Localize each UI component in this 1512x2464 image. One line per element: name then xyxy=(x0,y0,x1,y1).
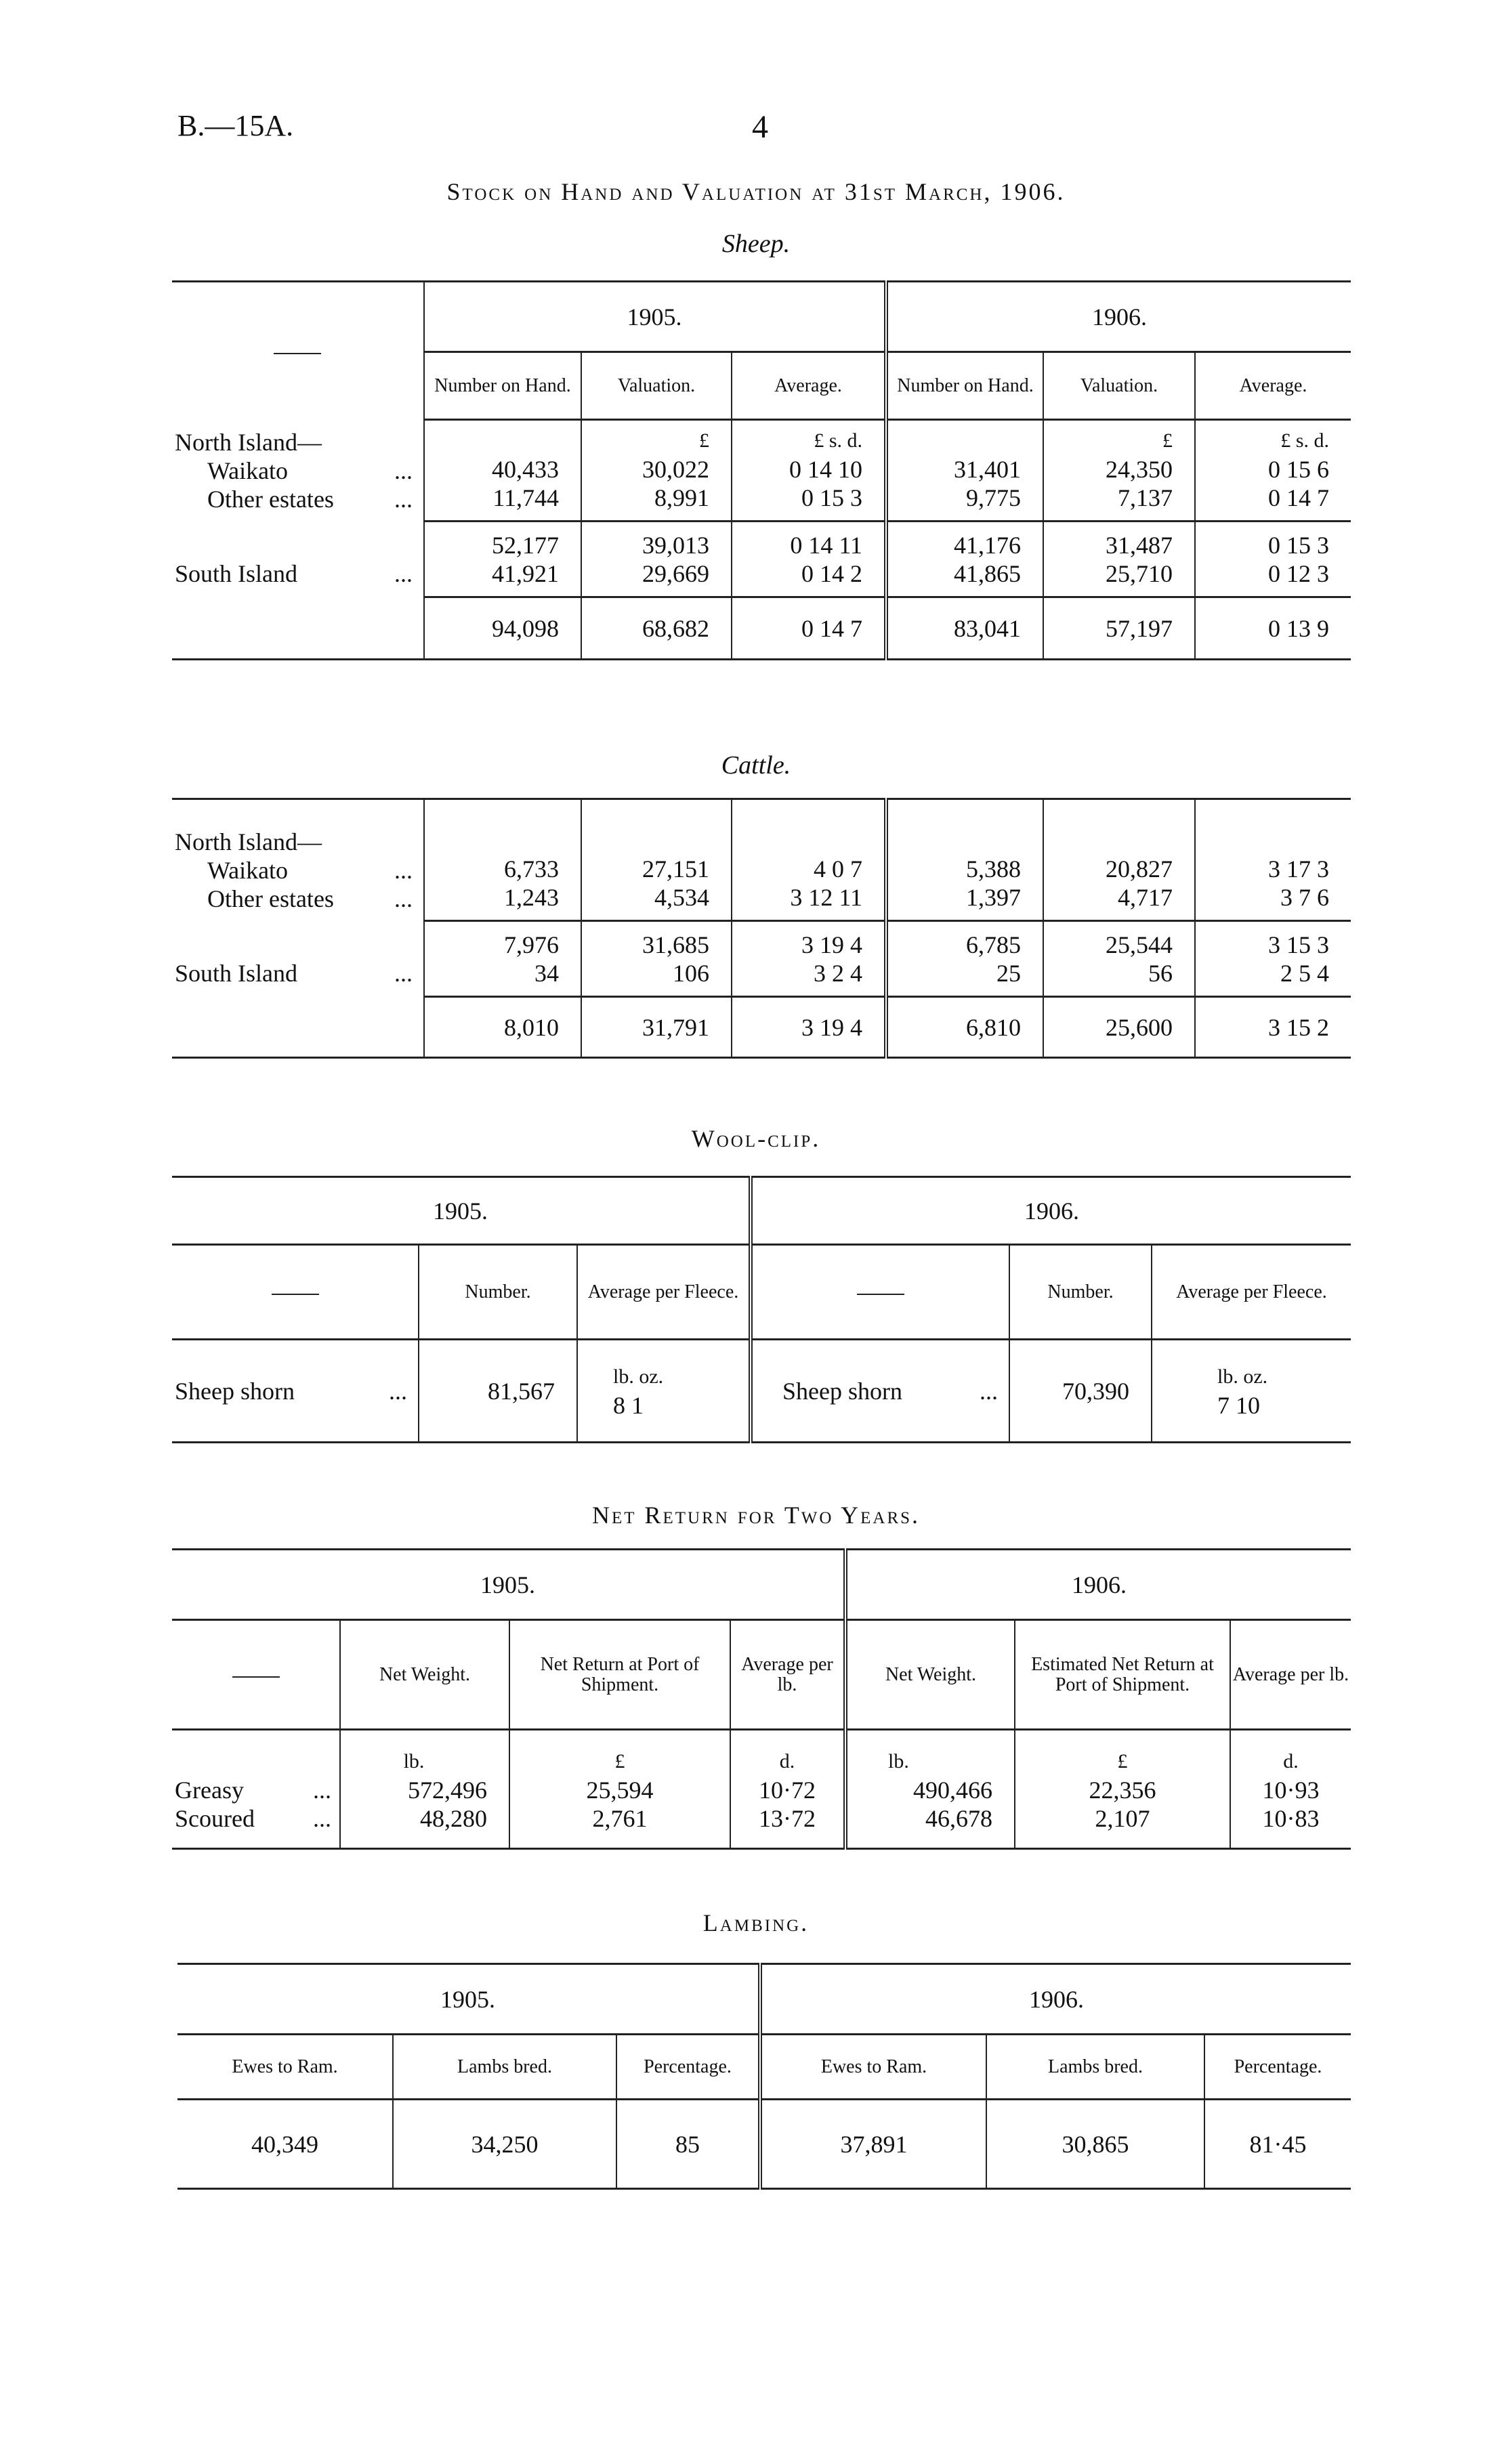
wool-year-1905: 1905. xyxy=(172,1177,751,1245)
net-return-year-1906: 1906. xyxy=(845,1550,1351,1620)
sheep-valuation-1905-north: £ 30,022 8,991 xyxy=(581,420,732,522)
page-title: Stock on Hand and Valuation at 31st March, 1906. xyxy=(446,178,1066,205)
net-weight-1905: lb. 572,496 48,280 xyxy=(340,1730,509,1849)
cattle-number-1906-north: 5,388 1,397 xyxy=(886,799,1043,921)
net-weight-1906: lb. 490,466 46,678 xyxy=(845,1730,1015,1849)
sheep-valuation-1906-south: 31,487 25,710 xyxy=(1043,522,1195,597)
sheep-col-valuation-1906: Valuation. xyxy=(1043,352,1195,420)
cattle-average-1906-north: 3 17 3 3 7 6 xyxy=(1195,799,1351,921)
cattle-row-labels-south: South Island ... xyxy=(175,959,413,987)
sheep-subtitle: Sheep. xyxy=(721,230,791,258)
cattle-total-number-1905: 8,010 xyxy=(424,997,581,1058)
wool-avg-1905: lb. oz. 8 1 xyxy=(577,1340,751,1443)
wool-col-avg-1905: Average per Fleece. xyxy=(577,1245,751,1340)
sheep-average-1906-north: £ s. d. 0 15 6 0 14 7 xyxy=(1195,420,1351,522)
cattle-valuation-1906-north: 20,827 4,717 xyxy=(1043,799,1195,921)
sheep-col-average-1906: Average. xyxy=(1195,352,1351,420)
lambing-pct-1905: 85 xyxy=(616,2100,760,2189)
sheep-total-valuation-1906: 57,197 xyxy=(1043,597,1195,660)
sheep-table xyxy=(172,280,1351,660)
page-number: 4 xyxy=(752,109,768,145)
wool-col-number-1905: Number. xyxy=(419,1245,577,1340)
lambing-ewes-1905: 40,349 xyxy=(177,2100,393,2189)
sheep-col-valuation-1905: Valuation. xyxy=(581,352,732,420)
sheep-total-number-1906: 83,041 xyxy=(886,597,1043,660)
cattle-valuation-1905-south: 31,685 106 xyxy=(581,921,732,997)
net-avg-1905: d. 10·72 13·72 xyxy=(730,1730,845,1849)
cattle-row-labels-north: North Island— Waikato ... Other estates ... xyxy=(172,799,424,921)
sheep-col-number-1906: Number on Hand. xyxy=(886,352,1043,420)
lambing-col-pct-1905: Percentage. xyxy=(616,2035,760,2100)
wool-clip-table xyxy=(172,1176,1351,1443)
sheep-year-1905: 1905. xyxy=(424,282,886,352)
sheep-average-1905-south: 0 14 11 0 14 2 xyxy=(732,522,886,597)
wool-row-label-1905: Sheep shorn ... xyxy=(172,1340,419,1443)
cattle-number-1905-south: 7,976 34 xyxy=(424,921,581,997)
lambing-year-1905: 1905. xyxy=(177,1964,760,2035)
wool-row-label-1906: Sheep shorn ... xyxy=(751,1340,1009,1443)
sheep-total-valuation-1905: 68,682 xyxy=(581,597,732,660)
cattle-number-1905-north: 6,733 1,243 xyxy=(424,799,581,921)
cattle-number-1906-south: 6,785 25 xyxy=(886,921,1043,997)
sheep-row-labels-north: North Island— Waikato ... Other estates ... xyxy=(172,420,424,522)
wool-number-1906: 70,390 xyxy=(1009,1340,1152,1443)
lambing-lambs-1906: 30,865 xyxy=(986,2100,1204,2189)
sheep-valuation-1905-south: 39,013 29,669 xyxy=(581,522,732,597)
net-return-table xyxy=(172,1548,1351,1850)
sheep-number-1906-north: 31,401 9,775 xyxy=(886,420,1043,522)
lambing-title: Lambing. xyxy=(702,1909,810,1936)
lambing-col-ewes-1906: Ewes to Ram. xyxy=(760,2035,986,2100)
net-col-weight-1906: Net Weight. xyxy=(845,1620,1015,1730)
cattle-valuation-1905-north: 27,151 4,534 xyxy=(581,799,732,921)
cattle-total-number-1906: 6,810 xyxy=(886,997,1043,1058)
sheep-row-labels-south: South Island ... xyxy=(175,559,413,587)
wool-col-number-1906: Number. xyxy=(1009,1245,1152,1340)
lambing-col-lambs-1906: Lambs bred. xyxy=(986,2035,1204,2100)
cattle-average-1906-south: 3 15 3 2 5 4 xyxy=(1195,921,1351,997)
net-return-1905: £ 25,594 2,761 xyxy=(509,1730,730,1849)
north-island-label: North Island— xyxy=(175,428,322,456)
sheep-year-1906: 1906. xyxy=(886,282,1351,352)
lambing-year-1906: 1906. xyxy=(760,1964,1351,2035)
cattle-total-average-1906: 3 15 2 xyxy=(1195,997,1351,1058)
wool-clip-title: Wool-clip. xyxy=(691,1125,821,1152)
net-return-1906: £ 22,356 2,107 xyxy=(1015,1730,1230,1849)
lambing-col-ewes-1905: Ewes to Ram. xyxy=(177,2035,393,2100)
net-return-title: Net Return for Two Years. xyxy=(591,1502,921,1529)
lambing-pct-1906: 81·45 xyxy=(1204,2100,1351,2189)
south-island-label: South Island xyxy=(175,559,298,587)
sheep-total-number-1905: 94,098 xyxy=(424,597,581,660)
sheep-average-1906-south: 0 15 3 0 12 3 xyxy=(1195,522,1351,597)
sheep-number-1906-south: 41,176 41,865 xyxy=(886,522,1043,597)
net-col-return-1906: Estimated Net Return at Port of Shipment. xyxy=(1015,1620,1230,1730)
sheep-average-1905-north: £ s. d. 0 14 10 0 15 3 xyxy=(732,420,886,522)
sheep-total-average-1906: 0 13 9 xyxy=(1195,597,1351,660)
net-col-weight-1905: Net Weight. xyxy=(340,1620,509,1730)
wool-col-avg-1906: Average per Fleece. xyxy=(1152,1245,1351,1340)
cattle-table xyxy=(172,798,1351,1059)
cattle-total-valuation-1906: 25,600 xyxy=(1043,997,1195,1058)
cattle-total-valuation-1905: 31,791 xyxy=(581,997,732,1058)
cattle-valuation-1906-south: 25,544 56 xyxy=(1043,921,1195,997)
sheep-number-1905-south: 52,177 41,921 xyxy=(424,522,581,597)
sheep-stub-header xyxy=(172,282,424,420)
net-return-year-1905: 1905. xyxy=(172,1550,845,1620)
document-reference: B.—15A. xyxy=(177,109,294,142)
waikato-label: Waikato xyxy=(207,456,289,484)
other-estates-label: Other estates xyxy=(207,485,334,513)
net-col-return-1905: Net Return at Port of Shipment. xyxy=(509,1620,730,1730)
cattle-average-1905-north: 4 0 7 3 12 11 xyxy=(732,799,886,921)
sheep-total-average-1905: 0 14 7 xyxy=(732,597,886,660)
cattle-subtitle: Cattle. xyxy=(721,751,791,780)
net-col-avg-1906: Average per lb. xyxy=(1230,1620,1351,1730)
sheep-col-number-1905: Number on Hand. xyxy=(424,352,581,420)
wool-number-1905: 81,567 xyxy=(419,1340,577,1443)
scoured-label: Scoured xyxy=(175,1805,255,1832)
wool-year-1906: 1906. xyxy=(751,1177,1351,1245)
lambing-ewes-1906: 37,891 xyxy=(760,2100,986,2189)
net-col-avg-1905: Average per lb. xyxy=(730,1620,845,1730)
lambing-col-pct-1906: Percentage. xyxy=(1204,2035,1351,2100)
net-avg-1906: d. 10·93 10·83 xyxy=(1230,1730,1351,1849)
lambing-table xyxy=(177,1963,1351,2190)
cattle-total-average-1905: 3 19 4 xyxy=(732,997,886,1058)
lambing-col-lambs-1905: Lambs bred. xyxy=(393,2035,616,2100)
lambing-lambs-1905: 34,250 xyxy=(393,2100,616,2189)
sheep-number-1905-north: 40,433 11,744 xyxy=(424,420,581,522)
cattle-average-1905-south: 3 19 4 3 2 4 xyxy=(732,921,886,997)
wool-avg-1906: lb. oz. 7 10 xyxy=(1152,1340,1351,1443)
sheep-valuation-1906-north: £ 24,350 7,137 xyxy=(1043,420,1195,522)
greasy-label: Greasy xyxy=(175,1777,244,1804)
net-row-labels: Greasy ... Scoured ... xyxy=(172,1730,340,1849)
sheep-col-average-1905: Average. xyxy=(732,352,886,420)
